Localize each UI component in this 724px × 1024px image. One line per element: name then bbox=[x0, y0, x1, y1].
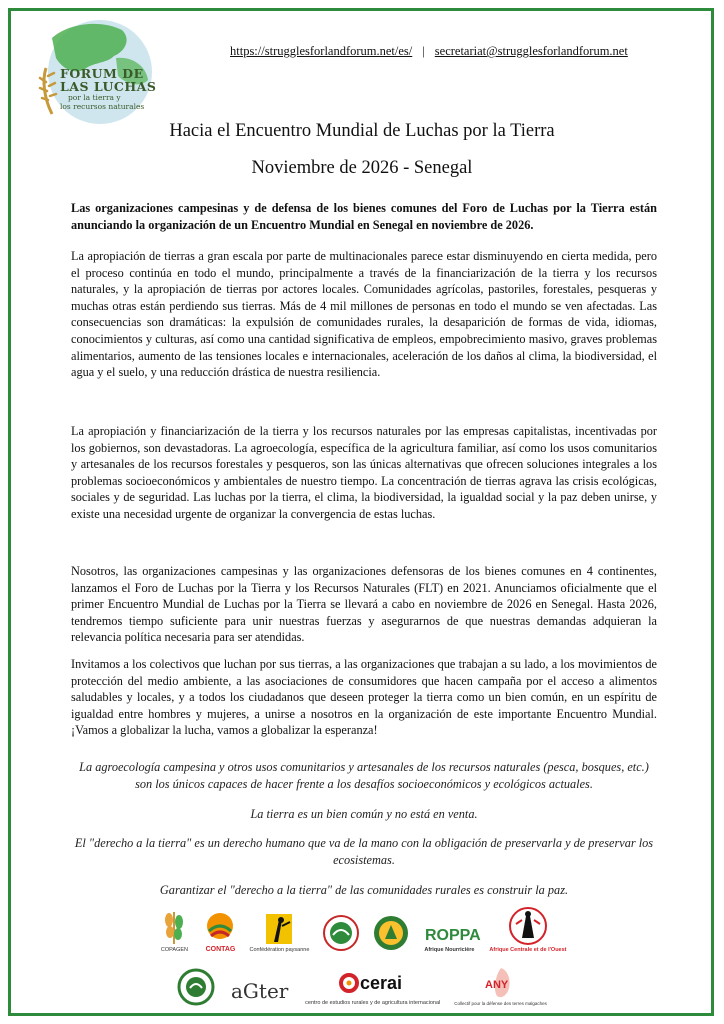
aoc-network-logo bbox=[489, 906, 566, 953]
any-collective-logo bbox=[454, 966, 547, 1006]
cerai-text: cerai bbox=[359, 973, 402, 993]
email-link[interactable]: secretariat@strugglesforlandforum.net bbox=[434, 44, 628, 58]
body-paragraph-3: Nosotros, las organizaciones campesinas y las organizaciones defensoras de los bienes comunes en 4 continentes, lanzamos el Foro de Luchas por la Tierra y los Recursos Naturales (FLT) en 2021. Anunciamos oficialmente que el primer Encuentro Mundial de Luchas por la Tierra se llevará a cabo en noviembre de 2026 en Senegal. Hasta 2026, tendremos tiempo suficiente para unir nuestras fuerzas y asegurarnos de que nuestras demandas adquieran la relevancia política necesaria para ser atendidas. bbox=[71, 564, 657, 645]
page-subtitle: Noviembre de 2026 - Senegal bbox=[251, 158, 473, 178]
header-links bbox=[230, 44, 628, 59]
partner-emblem-logo bbox=[323, 913, 359, 953]
body-paragraph-4: Invitamos a los colectivos que luchan por sus tierras, a las organizaciones que trabajan a su lado, a los movimientos de protección del medio ambiente, a las asociaciones de consumidores que hacen campaña por el acceso a alimentos saludables y locales, y a todos los ciudadanos que deseen proteger la tierra como un bien común, en un espíritu de igualdad entre hombres y mujeres, a unirse a nosotros en la organización de este importante Encuentro Mundial. ¡Vamos a globalizar la lucha, vamos a globalizar la esperanza! bbox=[71, 657, 657, 738]
partner-logos-row-1 bbox=[0, 906, 724, 953]
roppa-logo bbox=[423, 922, 482, 953]
closing-statement-4: Garantizar el "derecho a la tierra" de las comunidades rurales es construir la paz. bbox=[159, 883, 569, 897]
contag-label: CONTAG bbox=[205, 946, 236, 953]
cerai-tagline: centro de estudios rurales y de agricultura internacional bbox=[305, 1000, 441, 1006]
contag-logo bbox=[205, 911, 235, 953]
copagen-logo bbox=[157, 908, 191, 953]
partner-seal-logo bbox=[177, 968, 215, 1006]
partner-shield-logo bbox=[373, 913, 409, 953]
confederation-paysanne-logo bbox=[249, 912, 309, 953]
agter-text: aGter bbox=[231, 979, 289, 1003]
any-text: ANY bbox=[484, 979, 508, 991]
body-paragraph-2: La apropiación y financiarización de la tierra y los recursos naturales por las empresas capitalistas, incentivadas por los gobiernos, son devastadoras. La agroecología, específica de la agricultura familiar, así como los usos comunitarios y artesanales de los recursos forestales y pesqueros, son las únicas alternativas que ofrecen soluciones integrales a los problemas socioeconómicos y ambientales de nuestro tiempo. La concentración de tierras agrava las crisis ecológicas, sociales y de seguridad. Las luchas por la tierra, el clima, la biodiversidad, la igualdad social y la paz deben unirse, y existe una necesidad urgente de organizar la convergencia de estas luchas. bbox=[71, 424, 657, 521]
partner-logos-row-2 bbox=[0, 966, 724, 1006]
page-title: Hacia el Encuentro Mundial de Luchas por la Tierra bbox=[169, 121, 555, 141]
agter-logo bbox=[229, 972, 291, 1006]
copagen-label: COPAGEN bbox=[160, 947, 189, 953]
cerai-logo bbox=[305, 969, 440, 1006]
logo-line2: LAS LUCHAS bbox=[60, 79, 157, 94]
closing-statement-3: El "derecho a la tierra" es un derecho humano que va de la mano con la obligación de preservarla y de preservar los ecosistemas. bbox=[74, 836, 654, 867]
lead-paragraph: Las organizaciones campesinas y de defensa de los bienes comunes del Foro de Luchas por la Tierra están anunciando la organización de un Encuentro Mundial en Senegal en noviembre de 2026. bbox=[71, 201, 657, 232]
aoc-label: Afrique Centrale et de l'Ouest bbox=[489, 947, 567, 953]
confederation-label: Confédération paysanne bbox=[249, 947, 310, 953]
closing-statement-1: La agroecología campesina y otros usos comunitarios y artesanales de los recursos naturales (pesca, bosques, etc.) son los únicos capaces de hacer frente a los desafíos socioeconómicos y ecológicos actuales. bbox=[79, 760, 649, 791]
logo-line1: FORUM DE bbox=[60, 66, 144, 81]
header-separator: | bbox=[422, 44, 425, 58]
forum-logo bbox=[22, 18, 172, 128]
logo-line3: por la tierra y bbox=[68, 93, 121, 102]
roppa-text: ROPPA bbox=[425, 927, 482, 944]
closing-statement-2: La tierra es un bien común y no está en venta. bbox=[250, 807, 478, 821]
body-paragraph-1: La apropiación de tierras a gran escala por parte de multinacionales parece estar disminuyendo en cierta medida, pero el proceso continúa en todo el mundo, principalmente a través de la financiarización de la tierra y los recursos naturales, y la apropiación de tierras por actores locales. Comunidades agrícolas, pastoriles, forestales, pesqueras y muchas otras están perdiendo sus tierras. Más de 4 mil millones de personas en todo el mundo se ven afectadas. Las consecuencias son dramáticas: la expulsión de comunidades rurales, la desaparición de formas de vida, idiomas, conocimientos y culturas, así como una cantidad significativa de empleos, empobrecimiento masivo, graves problemas alimentarios, aumento de las tensiones locales e internacionales, aceleración de los daños al clima, la biodiversidad, el agua y el suelo, y una reducción drástica de nuestra resiliencia. bbox=[71, 249, 657, 380]
roppa-tagline: Afrique Nourricière bbox=[424, 947, 475, 953]
logo-line4: los recursos naturales bbox=[60, 102, 145, 111]
any-tagline: Collectif pour la défense des terres malgaches bbox=[454, 1001, 547, 1006]
website-link[interactable]: https://strugglesforlandforum.net/es/ bbox=[230, 44, 413, 58]
